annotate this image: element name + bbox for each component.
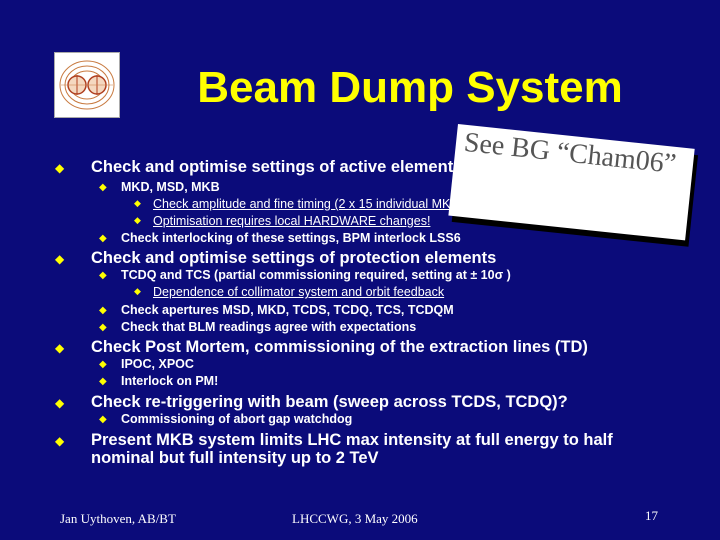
bullet-text-level-2: Check apertures MSD, MKD, TCDS, TCDQ, TCS, TCDQM	[121, 303, 454, 317]
bullet-icon: ◆	[99, 305, 107, 316]
footer-author: Jan Uythoven, AB/BT	[60, 511, 176, 526]
bullet-icon: ◆	[134, 287, 141, 297]
bullet-icon: ◆	[134, 199, 141, 209]
bullet-text-level-1: Check re-triggering with beam (sweep across TCDS, TCDQ)?	[91, 393, 568, 411]
bullet-icon: ◆	[134, 216, 141, 226]
page-number: 17	[645, 508, 658, 523]
bullet-text-level-1: Check and optimise settings of active elements	[91, 158, 463, 176]
bullet-icon: ◆	[99, 414, 107, 425]
bullet-icon: ◆	[55, 341, 65, 355]
slide-title: Beam Dump System	[197, 63, 623, 112]
bullet-icon: ◆	[55, 396, 65, 410]
bullet-text-level-3: Optimisation requires local HARDWARE changes!	[153, 214, 431, 228]
bullet-text-level-2: IPOC, XPOC	[121, 357, 194, 371]
bullet-text-level-2: Interlock on PM!	[121, 374, 219, 388]
bullet-text-level-3: Dependence of collimator system and orbit feedback	[153, 285, 445, 299]
bullet-text-level-2: Check interlocking of these settings, BPM interlock LSS6	[121, 231, 461, 245]
bullet-text-level-2: Check that BLM readings agree with expectations	[121, 320, 417, 334]
bullet-icon: ◆	[99, 182, 107, 193]
bullet-icon: ◆	[99, 359, 107, 370]
bullet-text-level-3: Check amplitude and fine timing (2 x 15 individual MKD systems)	[153, 197, 513, 211]
bullet-text-level-1: nominal but full intensity up to 2 TeV	[91, 449, 379, 467]
sticker-text: See BG “Cham06”	[462, 126, 678, 180]
footer-event: LHCCWG, 3 May 2006	[292, 511, 418, 526]
bullet-icon: ◆	[99, 233, 107, 244]
bullet-icon: ◆	[99, 322, 107, 333]
bullet-icon: ◆	[99, 270, 107, 281]
bullet-text-level-1: Present MKB system limits LHC max intensity at full energy to half	[91, 431, 613, 449]
bullet-text-level-2: MKD, MSD, MKB	[121, 180, 220, 194]
bullet-text-level-1: Check Post Mortem, commissioning of the extraction lines (TD)	[91, 338, 588, 356]
bullet-icon: ◆	[55, 252, 65, 266]
bullet-text-level-2: TCDQ and TCS (partial commissioning required, setting at ± 10σ )	[121, 268, 511, 282]
bullet-icon: ◆	[55, 161, 65, 175]
bullet-text-level-1: Check and optimise settings of protection elements	[91, 249, 497, 267]
bullet-icon: ◆	[55, 434, 65, 448]
bullet-text-level-2: Commissioning of abort gap watchdog	[121, 412, 353, 426]
bullet-icon: ◆	[99, 376, 107, 387]
